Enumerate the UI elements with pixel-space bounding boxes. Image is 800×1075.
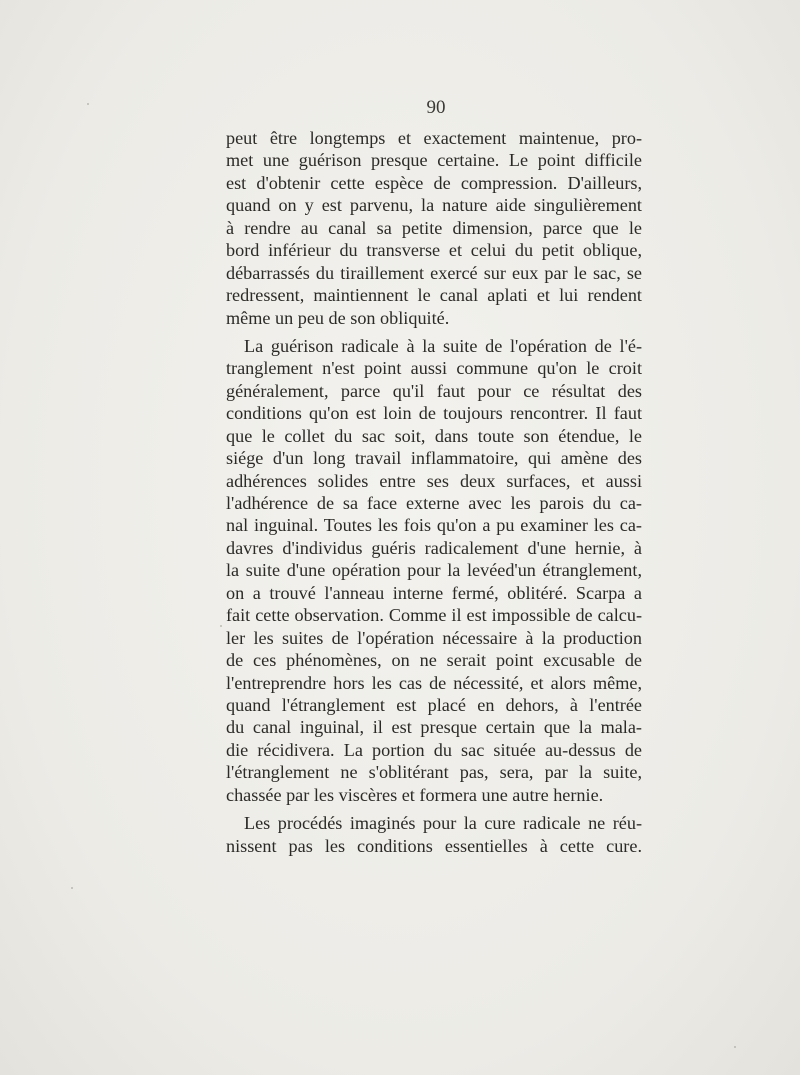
text-line: est d'obtenir cette espèce de compression. D'ailleurs, xyxy=(226,172,642,193)
text-line: l'adhérence de sa face externe avec les parois du ca- xyxy=(226,493,642,513)
paper-speck xyxy=(734,1046,736,1048)
text-line: quand on y est parvenu, la nature aide singulièrement xyxy=(226,195,642,216)
text-line: conditions qu'on est loin de toujours rencontrer. Il faut xyxy=(226,403,642,424)
text-line: met une guérison presque certaine. Le point difficile xyxy=(226,150,642,171)
text-line: davres d'individus guéris radicalement d'une hernie, à xyxy=(226,537,642,558)
text-line: de ces phénomènes, on ne serait point excusable de xyxy=(226,650,642,671)
text-line: adhérences solides entre ses deux surfaces, et aussi xyxy=(226,470,642,491)
text-line: du canal inguinal, il est presque certain que la mala- xyxy=(226,717,642,738)
text-line: Les procédés imaginés pour la cure radicale ne réu- xyxy=(244,813,642,834)
text-line: que le collet du sac soit, dans toute son étendue, le xyxy=(226,425,642,446)
text-line: ler les suites de l'opération nécessaire à la production xyxy=(226,627,642,648)
text-line: nal inguinal. Toutes les fois qu'on a pu examiner les ca- xyxy=(226,515,642,536)
text-line: die récidivera. La portion du sac située au-dessus de xyxy=(226,739,642,760)
text-line: la suite d'une opération pour la levéed'un étranglement, xyxy=(226,560,642,581)
paragraph-2 xyxy=(226,335,642,806)
text-line: débarrassés du tiraillement exercé sur eux par le sac, se xyxy=(226,262,642,283)
text-line: même un peu de son obliquité. xyxy=(226,307,450,328)
text-line: redressent, maintiennent le canal aplati et lui rendent xyxy=(226,285,642,306)
text-line: généralement, parce qu'il faut pour ce résultat des xyxy=(226,380,642,401)
text-line: on a trouvé l'anneau interne fermé, oblitéré. Scarpa a xyxy=(226,582,642,603)
text-line: tranglement n'est point aussi commune qu'on le croit xyxy=(226,358,642,379)
text-line: chassée par les viscères et formera une autre hernie. xyxy=(226,784,604,805)
body-text xyxy=(226,127,642,863)
page-number: 90 xyxy=(426,97,446,118)
text-line: quand l'étranglement est placé en dehors, à l'entrée xyxy=(226,694,642,715)
text-line: nissent pas les conditions essentielles à cette cure. xyxy=(226,835,642,856)
text-line: La guérison radicale à la suite de l'opération de l'é- xyxy=(244,335,642,356)
paragraph-3 xyxy=(226,812,642,857)
paper-speck xyxy=(71,887,73,889)
paragraph-1 xyxy=(226,127,642,329)
text-line: siége d'un long travail inflammatoire, qui amène des xyxy=(226,448,642,469)
text-line: l'étranglement ne s'oblitérant pas, sera, par la suite, xyxy=(226,762,642,783)
text-line: bord inférieur du transverse et celui du petit oblique, xyxy=(226,240,642,261)
paper-speck xyxy=(220,625,222,627)
text-line: l'entreprendre hors les cas de nécessité, et alors même, xyxy=(226,672,642,693)
paper-speck xyxy=(87,103,89,105)
text-line: peut être longtemps et exactement maintenue, pro- xyxy=(226,128,642,148)
text-line: à rendre au canal sa petite dimension, parce que le xyxy=(226,217,642,238)
text-line: fait cette observation. Comme il est impossible de calcu- xyxy=(226,605,642,626)
